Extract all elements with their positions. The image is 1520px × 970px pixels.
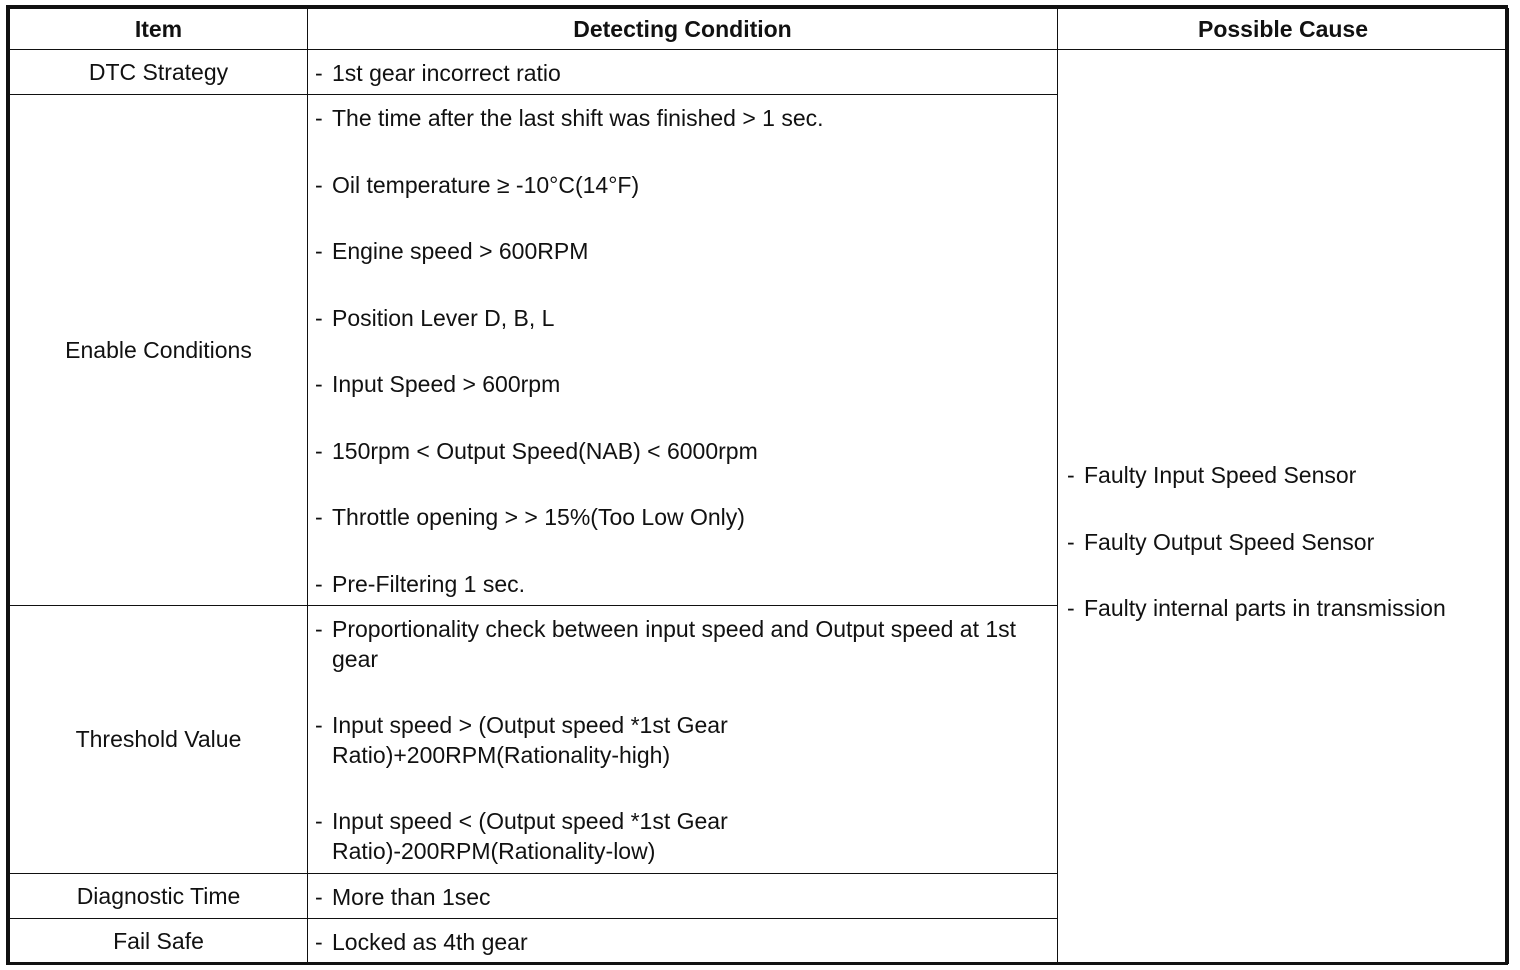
header-item: Item <box>10 9 308 50</box>
condition-item: - Oil temperature ≥ -10°C(14°F) <box>308 170 1057 200</box>
header-detecting-condition: Detecting Condition <box>308 9 1058 50</box>
condition-item: - Input speed > (Output speed *1st Gear Ratio)+200RPM(Rationality-high) <box>308 710 1057 770</box>
condition-item: - Pre-Filtering 1 sec. <box>308 569 1057 599</box>
item-enable-conditions: Enable Conditions <box>10 95 308 606</box>
condition-item: - Throttle opening > > 15%(Too Low Only) <box>308 502 1057 532</box>
condition-cell <box>308 919 1058 964</box>
condition-item: - Proportionality check between input speed and Output speed at 1st gear <box>308 614 1057 674</box>
condition-item: - More than 1sec <box>308 882 1057 912</box>
dtc-table <box>6 5 1508 965</box>
condition-cell <box>308 95 1058 606</box>
item-threshold-value: Threshold Value <box>10 606 308 874</box>
item-fail-safe: Fail Safe <box>10 919 308 964</box>
condition-cell <box>308 606 1058 874</box>
condition-cell <box>308 50 1058 95</box>
cause-item: - Faulty internal parts in transmission <box>1058 593 1508 623</box>
cause-item: - Faulty Input Speed Sensor <box>1058 460 1508 490</box>
condition-item: - Input speed < (Output speed *1st Gear Ratio)-200RPM(Rationality-low) <box>308 806 1057 866</box>
condition-item: - 1st gear incorrect ratio <box>308 58 1057 88</box>
header-row <box>10 9 1509 50</box>
condition-item: - Engine speed > 600RPM <box>308 236 1057 266</box>
condition-cell <box>308 874 1058 919</box>
condition-item: - Input Speed > 600rpm <box>308 369 1057 399</box>
condition-item: - Position Lever D, B, L <box>308 303 1057 333</box>
cause-item: - Faulty Output Speed Sensor <box>1058 527 1508 557</box>
condition-item: - Locked as 4th gear <box>308 927 1057 957</box>
header-possible-cause: Possible Cause <box>1058 9 1509 50</box>
item-dtc-strategy: DTC Strategy <box>10 50 308 95</box>
table-row-dtc-strategy <box>10 50 1509 95</box>
possible-cause-cell <box>1058 50 1509 964</box>
condition-item: - The time after the last shift was finished > 1 sec. <box>308 103 1057 133</box>
item-diagnostic-time: Diagnostic Time <box>10 874 308 919</box>
condition-item: - 150rpm < Output Speed(NAB) < 6000rpm <box>308 436 1057 466</box>
